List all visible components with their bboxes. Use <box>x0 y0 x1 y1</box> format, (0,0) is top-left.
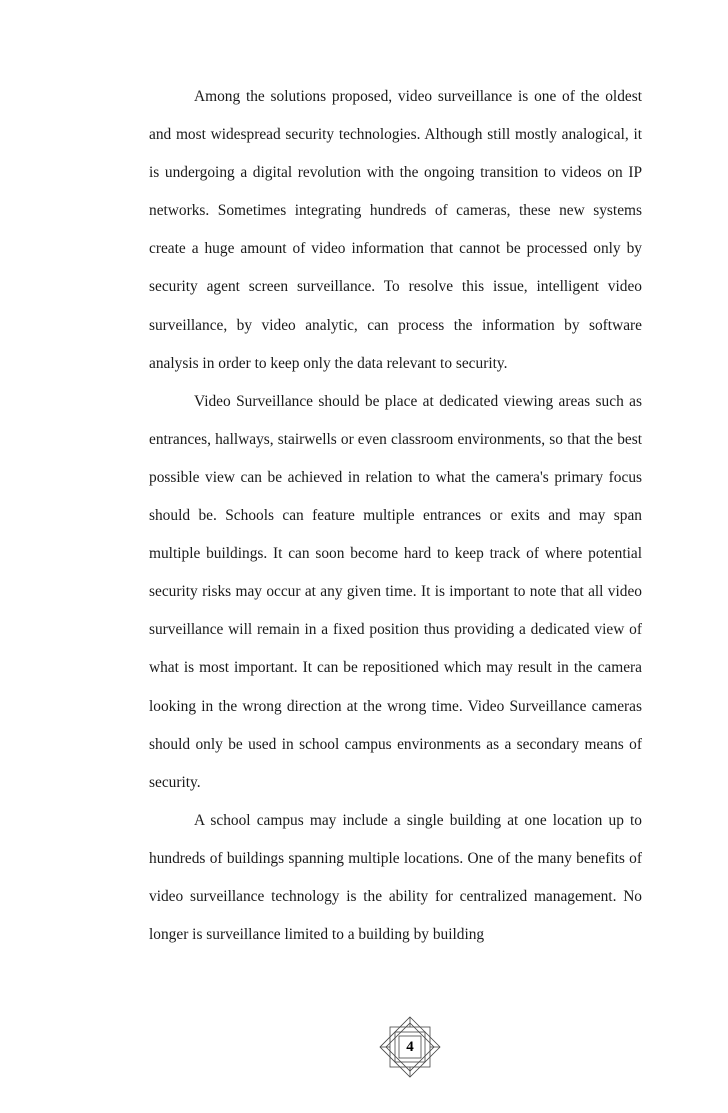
paragraph-3: A school campus may include a single building at one location up to hundreds of buildings spanning multiple locations. One of the many benefits of video surveillance technology is the ability for centralized management. No longer is surveillance limited to a building by building <box>149 811 642 944</box>
paragraph-2: Video Surveillance should be place at dedicated viewing areas such as entrances, hallways, stairwells or even classroom environments, so that the best possible view can be achieved in relation to what the camera's primary focus should be. Schools can feature multiple entrances or exits and may span multiple buildings. It can soon become hard to keep track of where potential security risks may occur at any given time. It is important to note that all video surveillance will remain in a fixed position thus providing a dedicated view of what is most important. It can be repositioned which may result in the camera looking in the wrong direction at the wrong time. Video Surveillance cameras should only be used in school campus environments as a secondary means of security. <box>149 392 642 791</box>
body-text <box>149 78 642 954</box>
page-number: 4 <box>406 1038 414 1055</box>
paragraph-1: Among the solutions proposed, video surveillance is one of the oldest and most widespread security technologies. Although still mostly analogical, it is undergoing a digital revolution with the ongoing transition to videos on IP networks. Sometimes integrating hundreds of cameras, these new systems create a huge amount of video information that cannot be processed only by security agent screen surveillance. To resolve this issue, intelligent video surveillance, by video analytic, can process the information by software analysis in order to keep only the data relevant to security. <box>149 88 642 372</box>
